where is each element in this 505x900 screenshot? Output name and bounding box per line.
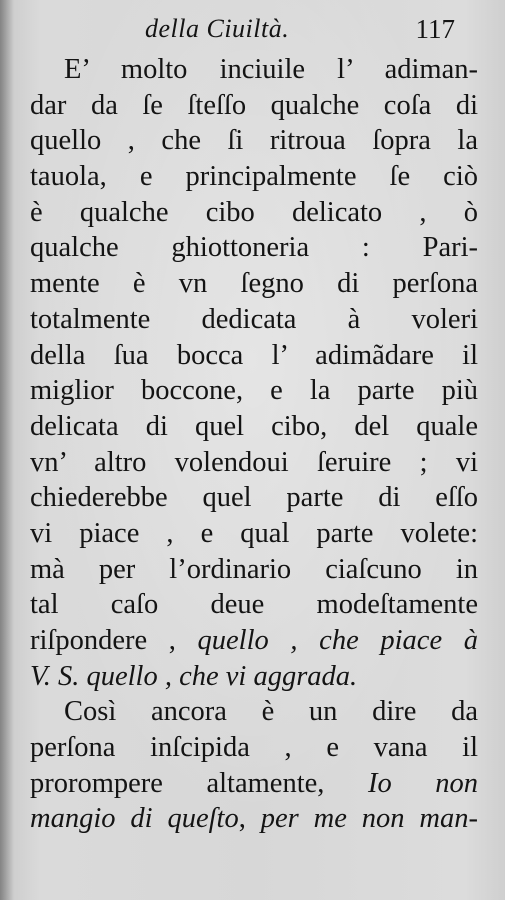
text-segment: qualche ghiottoneria : Pari- bbox=[30, 232, 478, 264]
text-segment: Così ancora è un dire da bbox=[64, 696, 478, 728]
text-segment: perſona inſcipida , e vana il bbox=[30, 732, 478, 764]
text-line bbox=[30, 230, 478, 266]
text-segment: mà per l’ordinario ciaſcuno in bbox=[30, 553, 478, 585]
text-segment: delicata di quel cibo, del quale bbox=[30, 410, 478, 442]
text-line bbox=[30, 338, 478, 374]
text-line bbox=[30, 766, 478, 802]
text-line bbox=[30, 52, 478, 88]
text-segment: è qualche cibo delicato , ò bbox=[30, 196, 478, 228]
text-line bbox=[30, 623, 478, 659]
text-line bbox=[30, 123, 478, 159]
text-segment: tal caſo deue modeſtamente bbox=[30, 589, 478, 621]
italic-segment: per me non man- bbox=[260, 803, 479, 835]
text-segment: chiederebbe quel parte di eſſo bbox=[30, 482, 478, 514]
italic-segment: V. S. quello , che vi aggrada. bbox=[30, 660, 358, 692]
text-segment: miglior boccone, e la parte più bbox=[30, 375, 478, 407]
text-segment: E’ molto inciuile l’ adiman- bbox=[64, 54, 478, 85]
text-line bbox=[30, 480, 478, 516]
text-segment: riſpondere , bbox=[30, 625, 198, 656]
text-line bbox=[30, 266, 478, 302]
text-line bbox=[30, 552, 478, 588]
text-line bbox=[30, 373, 478, 409]
text-segment: dar da ſe ſteſſo qualche coſa di bbox=[30, 89, 478, 121]
text-line bbox=[30, 409, 478, 445]
text-segment: prorompere altamente, bbox=[30, 767, 368, 799]
italic-segment: Io non bbox=[367, 767, 478, 799]
italic-segment: quello , che piace à bbox=[197, 625, 478, 656]
text-line bbox=[30, 195, 478, 231]
text-segment: vn’ altro volendoui ſeruire ; vi bbox=[30, 446, 478, 478]
text-segment: mente è vn ſegno di perſona bbox=[30, 268, 478, 300]
text-line bbox=[30, 88, 478, 124]
text-segment: quello , che ſi ritroua ſopra la bbox=[30, 125, 478, 157]
text-line bbox=[30, 801, 478, 837]
text-segment: della ſua bocca l’ adimãdare il bbox=[30, 339, 478, 371]
text-line bbox=[30, 730, 478, 766]
text-line bbox=[30, 659, 478, 695]
text-line bbox=[30, 694, 478, 730]
text-segment: , bbox=[238, 803, 261, 835]
text-segment: tauola, e principalmente ſe ciò bbox=[30, 161, 478, 193]
running-head-title: della Ciuiltà. bbox=[145, 14, 290, 43]
italic-segment: mangio di queſto bbox=[30, 803, 239, 835]
text-line bbox=[30, 516, 478, 552]
body-text bbox=[30, 52, 478, 837]
text-line bbox=[30, 302, 478, 338]
text-segment: vi piace , e qual parte volete: bbox=[30, 517, 478, 549]
running-head bbox=[0, 14, 505, 48]
page-number: 117 bbox=[415, 14, 455, 44]
text-segment: totalmente dedicata à voleri bbox=[30, 303, 478, 335]
text-line bbox=[30, 445, 478, 481]
text-line bbox=[30, 587, 478, 623]
text-line bbox=[30, 159, 478, 195]
